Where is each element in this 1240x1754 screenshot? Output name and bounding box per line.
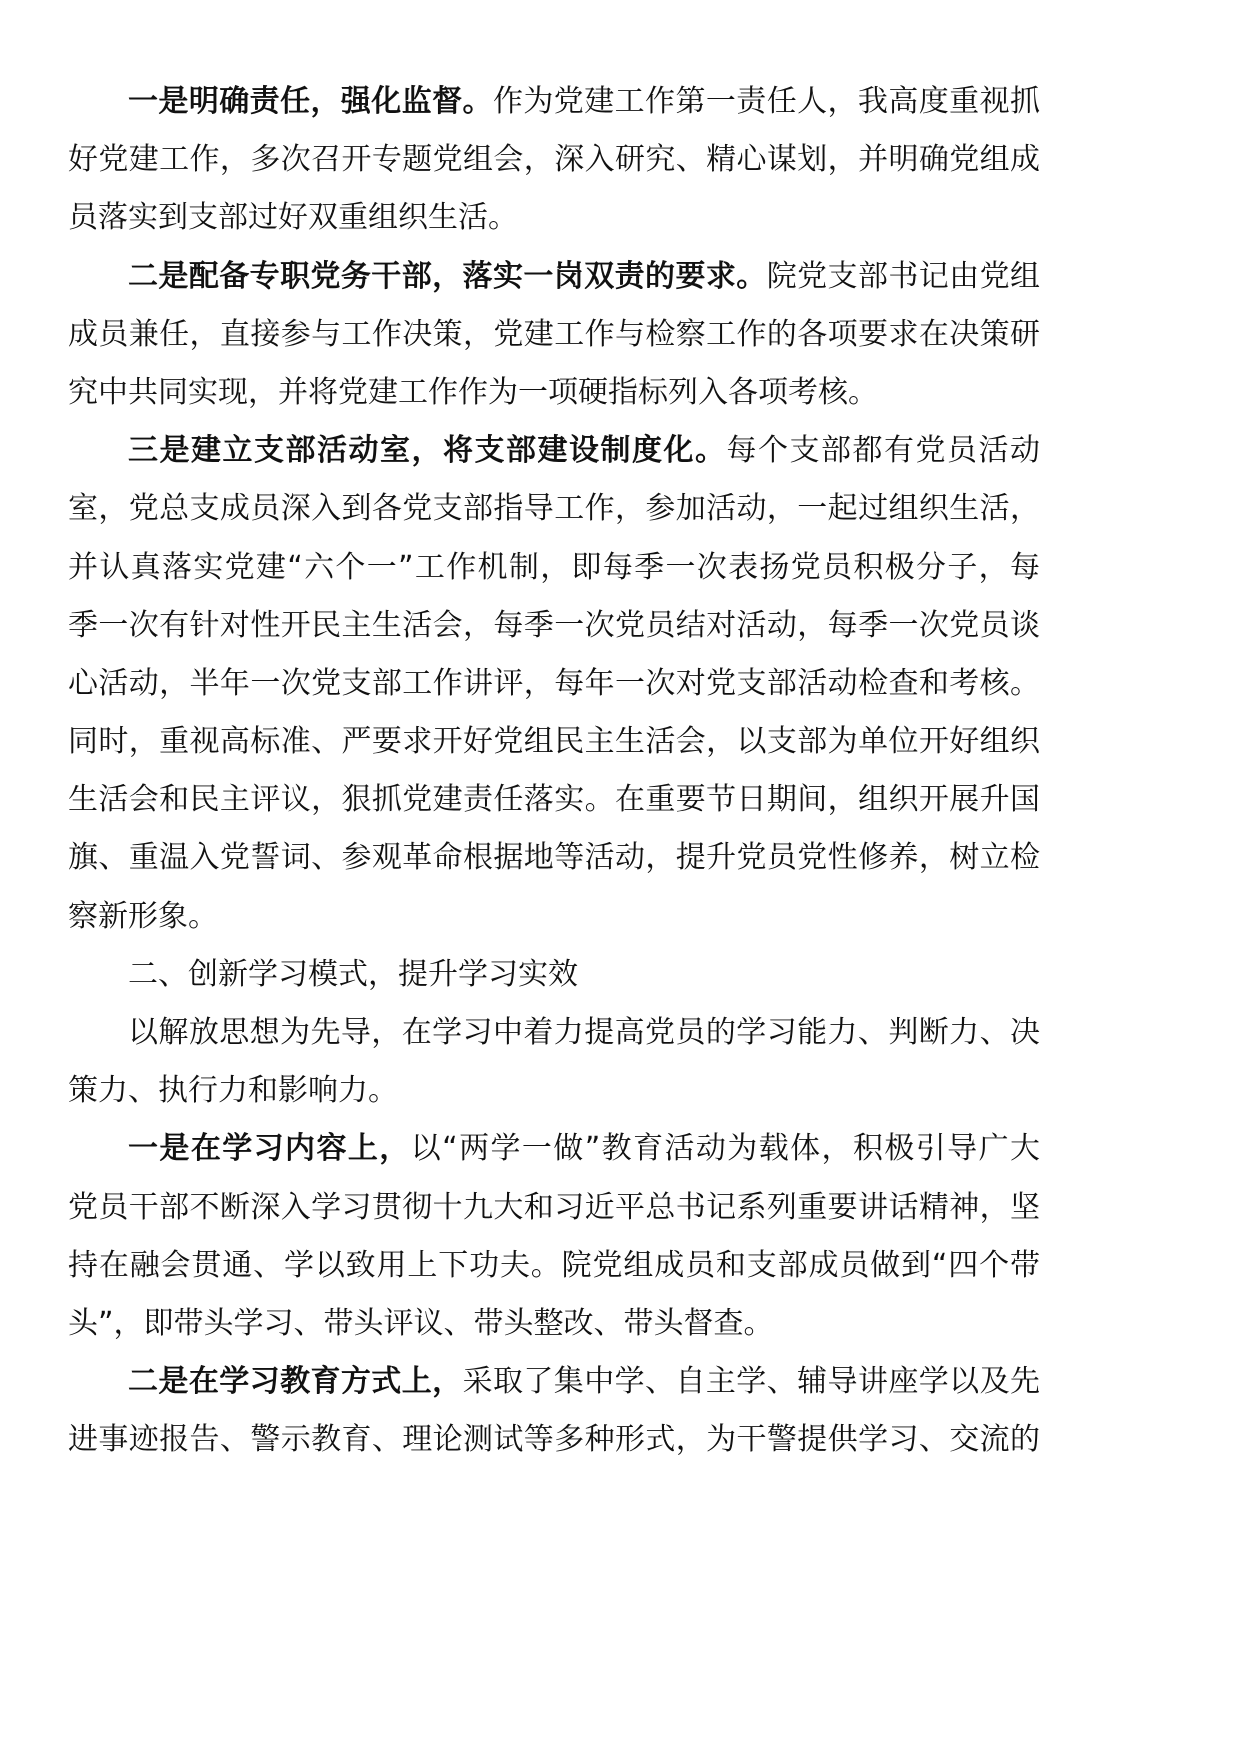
text-line: 生活会和民主评议，狠抓党建责任落实。在重要节日期间，组织开展升国 (68, 782, 1040, 818)
paragraph-text: 采取了集中学、自主学、辅导讲座学以及先 (462, 1364, 1040, 1400)
text-line: 究中共同实现，并将党建工作作为一项硬指标列入各项考核。 (68, 374, 878, 410)
text-line: 头”，即带头学习、带头评议、带头整改、带头督查。 (68, 1305, 774, 1341)
text-line: 同时，重视高标准、严要求开好党组民主生活会，以支部为单位开好组织 (68, 724, 1040, 760)
text-line: 室，党总支成员深入到各党支部指导工作，参加活动，一起过组织生活， (68, 491, 1040, 527)
text-line (68, 248, 1040, 306)
paragraph-text: 作为党建工作第一责任人，我高度重视抓 (492, 84, 1040, 119)
text-line: 策力、执行力和影响力。 (68, 1073, 398, 1109)
section-heading: 二、创新学习模式，提升学习实效 (128, 956, 578, 992)
text-line: 员落实到支部过好双重组织生活。 (68, 200, 518, 236)
paragraph-lead: 二是配备专职党务干部，落实一岗双责的要求。 (128, 258, 767, 294)
text-line: 察新形象。 (68, 898, 218, 934)
paragraph (68, 422, 1040, 946)
paragraph-lead: 三是建立支部活动室，将支部建设制度化。 (128, 433, 727, 469)
text-line: 并认真落实党建“六个一”工作机制，即每季一次表扬党员积极分子，每 (68, 549, 1040, 585)
paragraph (68, 248, 1040, 423)
paragraph-text: 以“两学一做”教育活动为载体，积极引导广大 (410, 1131, 1040, 1167)
text-line (68, 73, 1040, 131)
text-line (68, 1120, 1040, 1178)
text-line: 心活动，半年一次党支部工作讲评，每年一次对党支部活动检查和考核。 (68, 665, 1040, 701)
paragraph (68, 1353, 1040, 1469)
paragraph-lead: 一是明确责任，强化监督。 (128, 84, 493, 119)
paragraph-text: 院党支部书记由党组 (766, 258, 1040, 294)
text-line (68, 1353, 1040, 1411)
paragraph (68, 1120, 1040, 1353)
paragraph (68, 73, 1040, 248)
text-line: 成员兼任，直接参与工作决策，党建工作与检察工作的各项要求在决策研 (68, 316, 1040, 352)
text-line: 党员干部不断深入学习贯彻十九大和习近平总书记系列重要讲话精神，坚 (68, 1189, 1040, 1225)
text-line (68, 422, 1040, 480)
paragraph (68, 1004, 1040, 1120)
text-line: 旗、重温入党誓词、参观革命根据地等活动，提升党员党性修养，树立检 (68, 840, 1040, 876)
text-line: 季一次有针对性开民主生活会，每季一次党员结对活动，每季一次党员谈 (68, 607, 1040, 643)
text-line: 好党建工作，多次召开专题党组会，深入研究、精心谋划，并明确党组成 (68, 142, 1040, 178)
paragraph-lead: 一是在学习内容上， (128, 1131, 411, 1167)
paragraph-text: 每个支部都有党员活动 (726, 433, 1040, 469)
text-line: 以解放思想为先导，在学习中着力提高党员的学习能力、判断力、决 (128, 1015, 1040, 1050)
text-line: 进事迹报告、警示教育、理论测试等多种形式，为干警提供学习、交流的 (68, 1422, 1040, 1458)
paragraph-lead: 二是在学习教育方式上， (128, 1364, 463, 1400)
document-body (68, 73, 1040, 1470)
text-line: 持在融会贯通、学以致用上下功夫。院党组成员和支部成员做到“四个带 (68, 1247, 1040, 1283)
